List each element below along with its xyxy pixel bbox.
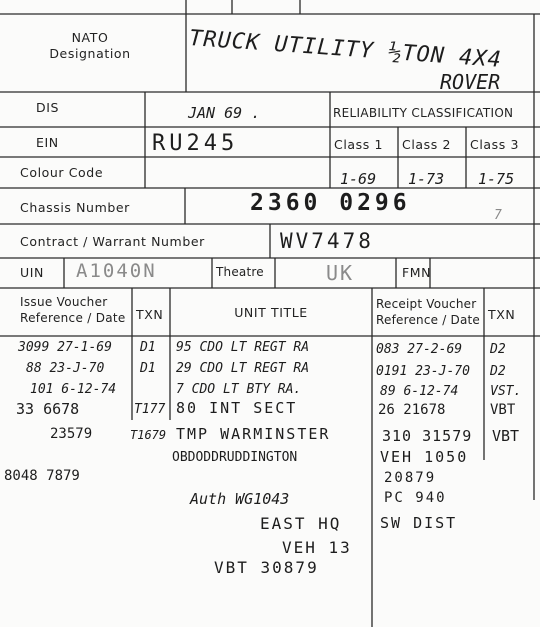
table-row-unit: 7 CDO LT BTY RA. <box>176 382 302 397</box>
uin-value: A1040N <box>76 260 157 282</box>
txn-header: TXN <box>136 307 164 322</box>
table-row-receipt: 89 6-12-74 <box>380 384 459 399</box>
nato-value-line1: TRUCK UTILITY ½TON 4X4 <box>188 26 503 73</box>
table-row-unit: Auth WG1043 <box>190 490 290 508</box>
class1-label: Class 1 <box>334 137 384 152</box>
chassis-number-label: Chassis Number <box>20 200 130 215</box>
receipt-voucher-header <box>376 296 480 328</box>
reliability-label: RELIABILITY CLASSIFICATION <box>333 106 514 120</box>
table-row-unit: 95 CDO LT REGT RA <box>176 340 310 355</box>
table-row-unit: EAST HQ <box>260 514 342 533</box>
table-row-issue: 33 6678 <box>16 400 80 418</box>
table-row-rtxn: VBT <box>490 402 516 418</box>
colour-code-label: Colour Code <box>20 165 104 180</box>
issue-voucher-header <box>20 294 126 326</box>
fmn-label: FMN <box>402 265 432 280</box>
nato-label-line2: Designation <box>49 46 131 61</box>
table-row-receipt: 26 21678 <box>378 402 446 418</box>
table-row-receipt: 0191 23-J-70 <box>376 364 470 379</box>
table-row-unit: OBDODDRUDDINGTON <box>172 450 298 465</box>
table-row-rtxn: D2 <box>490 364 506 379</box>
class3-label: Class 3 <box>470 137 520 152</box>
table-row-receipt: SW DIST <box>380 514 458 532</box>
issue-header-line1: Issue Voucher <box>20 295 108 309</box>
table-row-txn: D1 <box>140 340 156 355</box>
class2-date: 1-73 <box>408 170 445 188</box>
nato-designation-label <box>30 30 150 62</box>
chassis-value: 2360 0296 <box>250 190 411 216</box>
table-row-issue: 23579 <box>50 426 93 442</box>
table-row-issue: 101 6-12-74 <box>30 382 117 397</box>
nato-value-line2: ROVER <box>440 70 501 94</box>
nato-label-line1: NATO <box>71 30 109 45</box>
theatre-label: Theatre <box>216 265 264 279</box>
table-row-receipt: 083 27-2-69 <box>376 342 463 357</box>
table-row-txn: T177 <box>134 402 166 417</box>
table-row-issue: 8048 7879 <box>4 468 80 484</box>
table-row-unit: 29 CDO LT REGT RA <box>176 361 310 376</box>
table-row-txn: D1 <box>140 361 156 376</box>
receipt-header-line2: Reference / Date <box>376 313 480 327</box>
txn2-header: TXN <box>488 307 516 322</box>
table-row-receipt: 20879 <box>384 470 437 486</box>
unit-title-header: UNIT TITLE <box>234 305 308 320</box>
uin-label: UIN <box>20 265 44 280</box>
issue-header-line2: Reference / Date <box>20 311 126 325</box>
table-row-rtxn: VST. <box>490 384 522 399</box>
table-row-txn: T1679 <box>130 428 167 442</box>
table-row-unit: VEH 13 <box>282 538 352 557</box>
table-row-issue: 88 23-J-70 <box>26 361 105 376</box>
theatre-value: UK <box>326 261 355 285</box>
table-row-unit: 80 INT SECT <box>176 399 298 417</box>
table-row-receipt: VEH 1050 <box>380 448 469 466</box>
class2-label: Class 2 <box>402 137 452 152</box>
table-row-unit: TMP WARMINSTER <box>176 425 331 443</box>
class3-date: 1-75 <box>478 170 515 188</box>
table-row-unit: VBT 30879 <box>214 558 319 577</box>
dis-label: DIS <box>36 100 60 115</box>
contract-value: WV7478 <box>280 229 374 253</box>
chassis-mark: 7 <box>494 208 502 223</box>
ein-value: RU245 <box>152 131 239 156</box>
receipt-header-line1: Receipt Voucher <box>376 297 477 311</box>
class1-date: 1-69 <box>340 170 377 188</box>
table-row-rtxn: VBT <box>492 427 520 445</box>
table-row-receipt: 310 31579 <box>382 427 473 445</box>
dis-value: JAN 69 . <box>188 104 261 122</box>
table-row-receipt: PC 940 <box>384 490 447 506</box>
ein-label: EIN <box>36 135 59 150</box>
table-row-issue: 3099 27-1-69 <box>18 340 112 355</box>
contract-warrant-label: Contract / Warrant Number <box>20 234 205 249</box>
table-row-rtxn: D2 <box>490 342 506 357</box>
